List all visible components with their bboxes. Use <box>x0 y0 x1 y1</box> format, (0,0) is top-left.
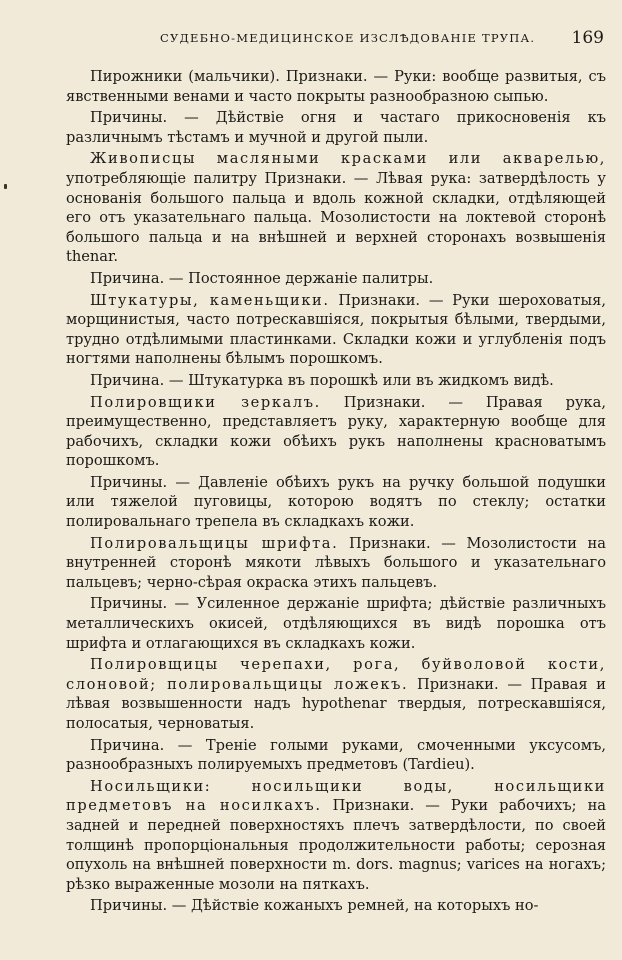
paragraph-plasterers: Штукатуры, каменьщики. Признаки. — Руки шероховатыя, морщинистыя, часто потрескавшіяся, покрытыя бѣлыми, твердыми, трудно отдѣлимыми пластинками. Складки кожи и углубленія подъ ногтями наполнены бѣлымъ порошкомъ. <box>66 291 606 368</box>
running-title: СУДЕБНО-МЕДИЦИНСКОЕ ИЗСЛѢДОВАНІЕ ТРУПА. <box>160 31 536 45</box>
paragraph-painters-cause: Причина. — Постоянное держаніе палитры. <box>90 269 434 287</box>
paragraph-pirozhniki: Пирожники (мальчики). Признаки. — Руки: вообще развитыя, съ явственными венами и часто покрыты разнообразною сыпью. <box>66 68 606 105</box>
paragraph-mirror-polishers: Полировщики зеркалъ. Признаки. — Правая рука, преимущественно, представляетъ руку, характерную вообще для рабочихъ, складки кожи обѣихъ рукъ наполнены красноватымъ порошкомъ. <box>66 393 606 470</box>
body-text <box>66 67 606 916</box>
paragraph-porters: Носильщики: носильщики воды, носильщики предметовъ на носилкахъ. Признаки. — Руки рабочихъ; на задней и передней поверхностяхъ плечъ затвердѣлости, по своей толщинѣ пропорціональныя продолжительности работы; серозная опухоль на внѣшней поверхности m. dors. magnus; varices на ногахъ; рѣзко выраженные мозоли на пяткахъ. <box>66 777 606 893</box>
paragraph-mirror-polishers-causes: Причины. — Давленіе обѣихъ рукъ на ручку большой подушки или тяжелой пуговицы, которою водятъ по стеклу; остатки полировальнаго трепела въ складкахъ кожи. <box>66 473 606 531</box>
paragraph-painters: Живописцы масляными красками или акварелью, употребляющіе палитру Признаки. — Лѣвая рука: затвердѣлость у основанія большого пальца и вдоль кожной складки, отдѣляющей его отъ указательнаго пальца. Мозолистости на локтевой сторонѣ большого пальца и на внѣшней и верхней сторонахъ возвышенія thenar. <box>66 150 606 266</box>
paragraph-pirozhniki-causes: Причины. — Дѣйствіе огня и частаго прикосновенія къ различнымъ тѣстамъ и мучной и другой пыли. <box>66 109 606 146</box>
paragraph-type-polishers: Полировальщицы шрифта. Признаки. — Мозолистости на внутренней сторонѣ мякоти лѣвыхъ большого и указательнаго пальцевъ; черно-сѣрая окраска этихъ пальцевъ. <box>66 534 606 591</box>
paragraph-porters-causes: Причины. — Дѣйствіе кожаныхъ ремней, на которыхъ но- <box>90 897 539 915</box>
paragraph-plasterers-cause: Причина. — Штукатурка въ порошкѣ или въ жидкомъ видѣ. <box>90 371 554 389</box>
paragraph-tortoiseshell-polishers: Полировщицы черепахи, рога, буйволовой кости, слоновой; полировальщицы ложекъ. Признаки. — Правая и лѣвая возвышенности надъ hypothenar твердыя, потрескавшіяся, полосатыя, черноватыя. <box>66 656 606 732</box>
paragraph-type-polishers-causes: Причины. — Усиленное держаніе шрифта; дѣйствіе различныхъ металлическихъ окисей, отдѣляющихся въ видѣ порошка отъ шрифта и отлагающихся въ складкахъ кожи. <box>66 595 606 652</box>
paragraph-tortoiseshell-cause: Причина. — Треніе голыми руками, смоченными уксусомъ, разнообразныхъ полируемыхъ предметовъ (Tardieu). <box>66 736 606 774</box>
page-number: 169 <box>571 28 604 48</box>
margin-mark <box>4 184 7 189</box>
